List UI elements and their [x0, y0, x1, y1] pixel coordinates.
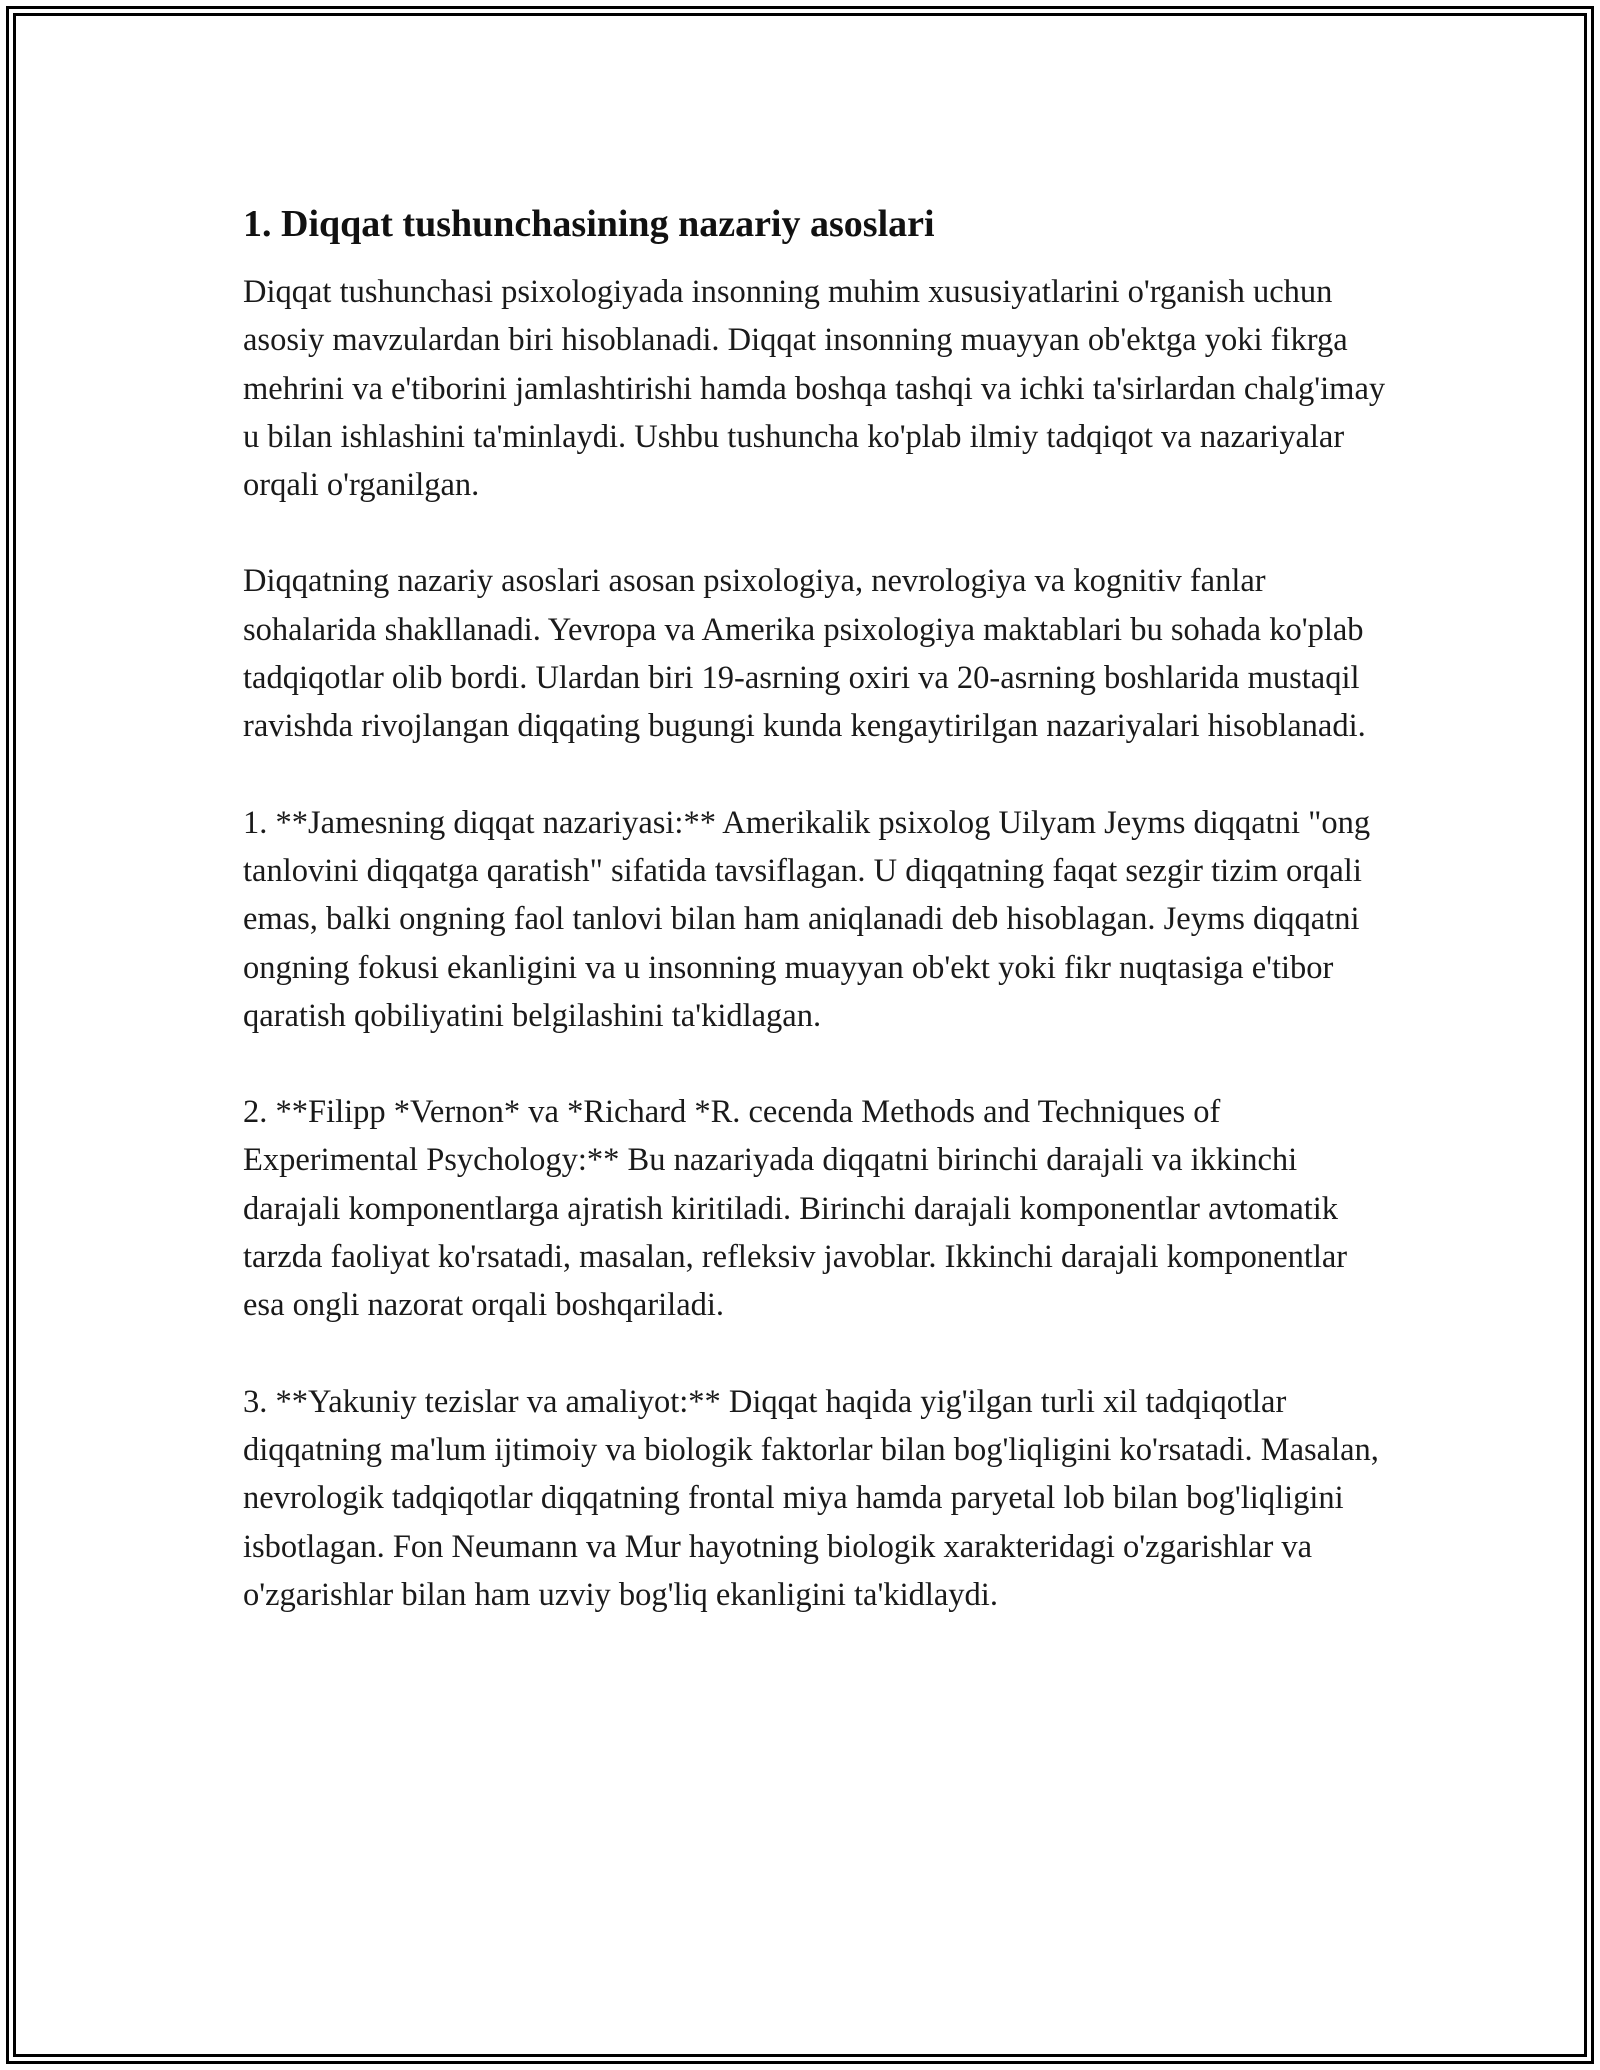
paragraph-foundations: Diqqatning nazariy asoslari asosan psixologiya, nevrologiya va kognitiv fanlar sohalarida shakllanadi. Yevropa va Amerika psixologiya maktablari bu sohada ko'plab tadqiqotlar olib bordi. Ulardan biri 19-asrning oxiri va 20-asrning boshlarida mustaqil ravishda rivojlangan diqqating bugungi kunda kengaytirilgan nazariyalari hisoblanadi.: [243, 563, 1366, 745]
section-heading: 1. Diqqat tushunchasining nazariy asoslari: [243, 203, 935, 245]
paragraph-james-theory: 1. **Jamesning diqqat nazariyasi:** Amerikalik psixolog Uilyam Jeyms diqqatni "ong tanlovini diqqatga qaratish" sifatida tavsiflagan. U diqqatning faqat sezgir tizim orqali emas, balki ongning faol tanlovi bilan ham aniqlanadi deb hisoblagan. Jeyms diqqatni ongning fokusi ekanligini va u insonning muayyan ob'ekt yoki fikr nuqtasiga e'tibor qaratish qobiliyatini belgilashini ta'kidlagan.: [243, 804, 1371, 1034]
document-body: [243, 200, 1393, 1667]
page-outer-border: [6, 6, 1594, 2064]
paragraph-conclusions: 3. **Yakuniy tezislar va amaliyot:** Diqqat haqida yig'ilgan turli xil tadqiqotlar diqqatning ma'lum ijtimoiy va biologik faktorlar bilan bog'liqligini ko'rsatadi. Masalan, nevrologik tadqiqotlar diqqatning frontal miya hamda paryetal lob bilan bog'liqligini isbotlagan. Fon Neumann va Mur hayotning biologik xarakteridagi o'zgarishlar va o'zgarishlar bilan ham uzviy bog'liq ekanligini ta'kidlaydi.: [243, 1383, 1379, 1613]
page-inner-border: [13, 13, 1587, 2057]
paragraph-vernon-theory: 2. **Filipp *Vernon* va *Richard *R. cecenda Methods and Techniques of Experimental Psychology:** Bu nazariyada diqqatni birinchi darajali va ikkinchi darajali komponentlarga ajratish kiritiladi. Birinchi darajali komponentlar avtomatik tarzda faoliyat ko'rsatadi, masalan, refleksiv javoblar. Ikkinchi darajali komponentlar esa ongli nazorat orqali boshqariladi.: [243, 1094, 1348, 1324]
paragraph-intro: Diqqat tushunchasi psixologiyada insonning muhim xususiyatlarini o'rganish uchun asosiy mavzulardan biri hisoblanadi. Diqqat insonning muayyan ob'ektga yoki fikrga mehrini va e'tiborini jamlashtirishi hamda boshqa tashqi va ichki ta'sirlardan chalg'imay u bilan ishlashini ta'minlaydi. Ushbu tushuncha ko'plab ilmiy tadqiqot va nazariyalar orqali o'rganilgan.: [243, 274, 1386, 504]
